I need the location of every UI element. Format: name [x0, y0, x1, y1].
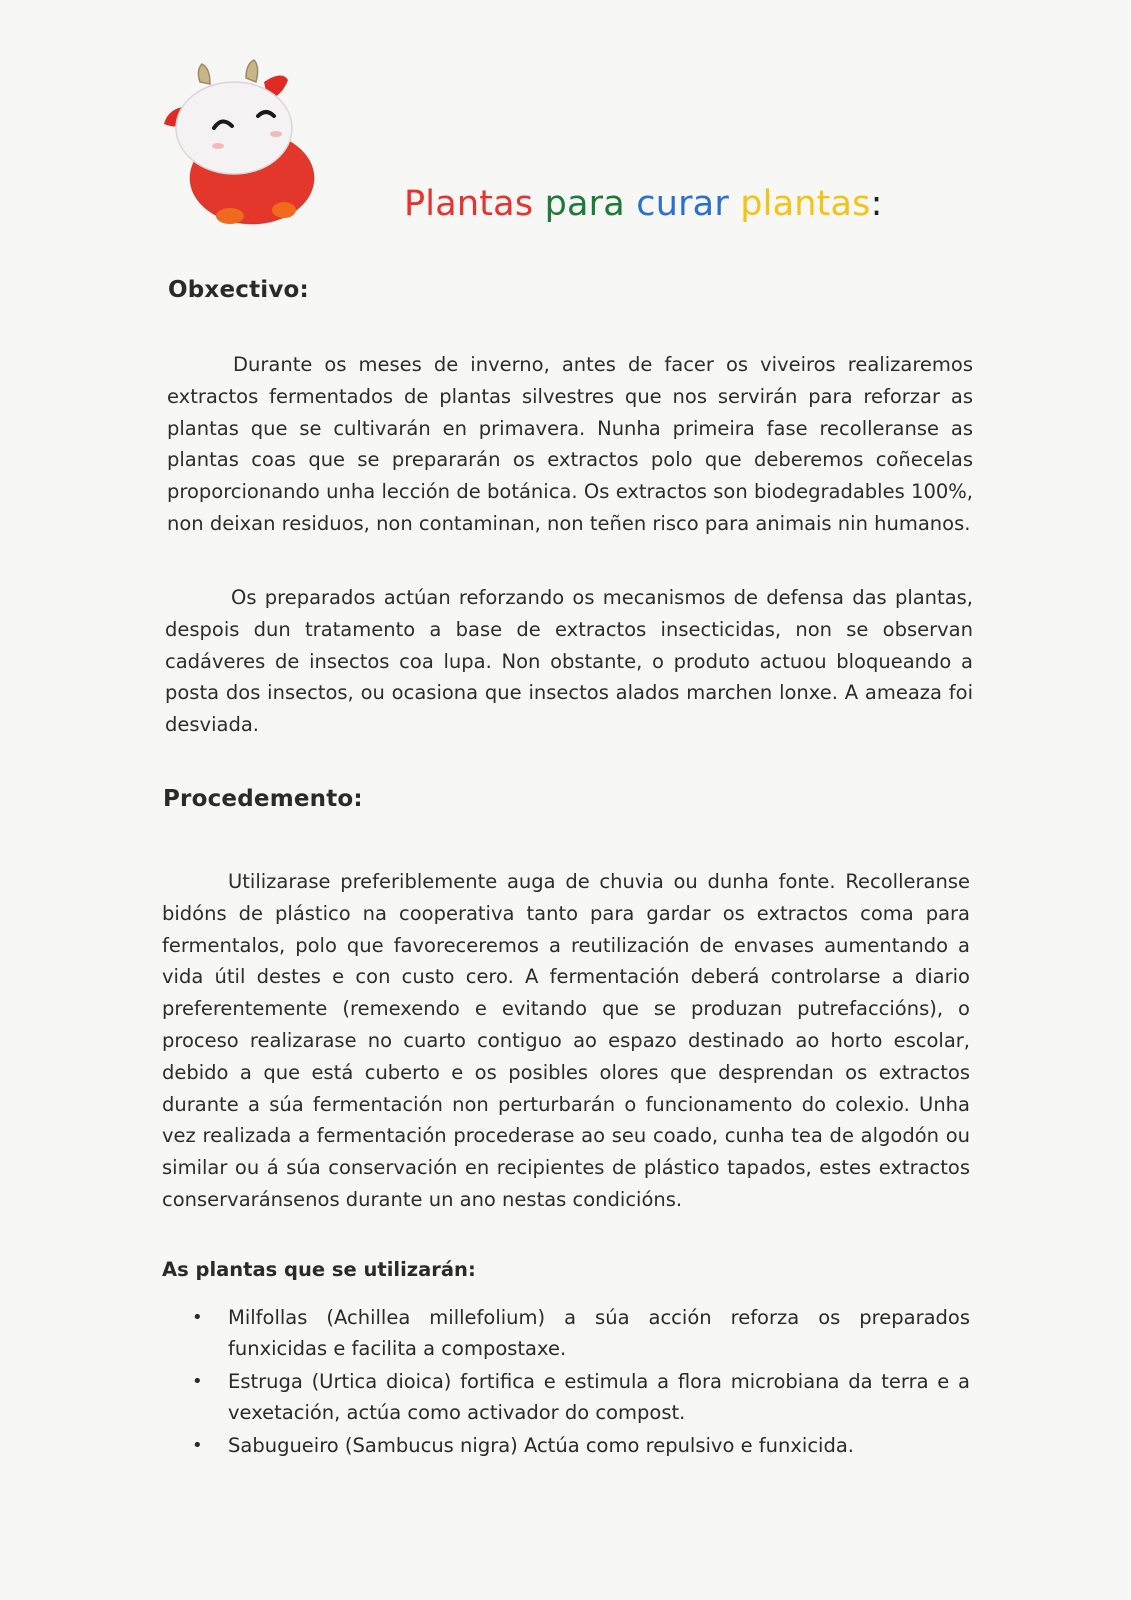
bullet-icon: •	[192, 1371, 203, 1392]
plant-text: Estruga (Urtica dioica) fortifica e estimula a flora microbiana da terra e a vexetación, actúa como activador do compost.	[228, 1370, 970, 1424]
objective-paragraph-1: Durante os meses de inverno, antes de facer os viveiros realizaremos extractos fermentados de plantas silvestres que nos servirán para reforzar as plantas que se cultivarán en primavera. Nunha primeira fase recolleranse as plantas coas que se prepararán os extractos polo que deberemos coñecelas proporcionando unha lección de botánica. Os extractos son biodegradables 100%, non deixan residuos, non contaminan, non teñen risco para animais nin humanos.	[167, 353, 973, 535]
list-item	[162, 1430, 970, 1461]
plants-list	[162, 1302, 970, 1463]
plant-text: Milfollas (Achillea millefolium) a súa acción reforza os preparados funxicidas e facilita a compostaxe.	[228, 1306, 970, 1360]
title-word-4: plantas	[740, 184, 871, 224]
title-colon: :	[870, 184, 883, 224]
page-title	[404, 184, 883, 224]
title-word-3: curar	[636, 184, 729, 224]
objective-paragraph-2: Os preparados actúan reforzando os mecanismos de defensa das plantas, despois dun tratamento a base de extractos insecticidas, non se observan cadáveres de insectos coa lupa. Non obstante, o produto actuou bloqueando a posta dos insectos, ou ocasiona que insectos alados marchen lonxe. A ameaza foi desviada.	[165, 586, 973, 737]
bullet-icon: •	[192, 1435, 203, 1456]
plants-heading: As plantas que se utilizarán:	[162, 1258, 476, 1281]
crochet-cow-icon	[160, 50, 330, 230]
list-item	[162, 1366, 970, 1428]
procedure-heading: Procedemento:	[163, 786, 363, 812]
title-word-2: para	[544, 184, 625, 224]
plant-text: Sabugueiro (Sambucus nigra) Actúa como repulsivo e funxicida.	[228, 1434, 854, 1457]
list-item	[162, 1302, 970, 1364]
objective-heading: Obxectivo:	[168, 277, 309, 303]
title-word-1: Plantas	[404, 184, 534, 224]
procedure-paragraph: Utilizarase preferiblemente auga de chuvia ou dunha fonte. Recolleranse bidóns de plástico na cooperativa tanto para gardar os extractos coma para fermentalos, polo que favoreceremos a reutilización de envases aumentando a vida útil destes e con custo cero. A fermentación deberá controlarse a diario preferentemente (remexendo e evitando que se produzan putrefaccións), o proceso realizarase no cuarto contiguo ao espazo destinado ao horto escolar, debido a que está cuberto e os posibles olores que desprendan os extractos durante a súa fermentación non perturbarán o funcionamento do colexio. Unha vez realizada a fermentación procederase ao seu coado, cunha tea de algodón ou similar ou á súa conservación en recipientes de plástico tapados, estes extractos conservaránsenos durante un ano nestas condicións.	[162, 870, 970, 1211]
bullet-icon: •	[192, 1307, 203, 1328]
